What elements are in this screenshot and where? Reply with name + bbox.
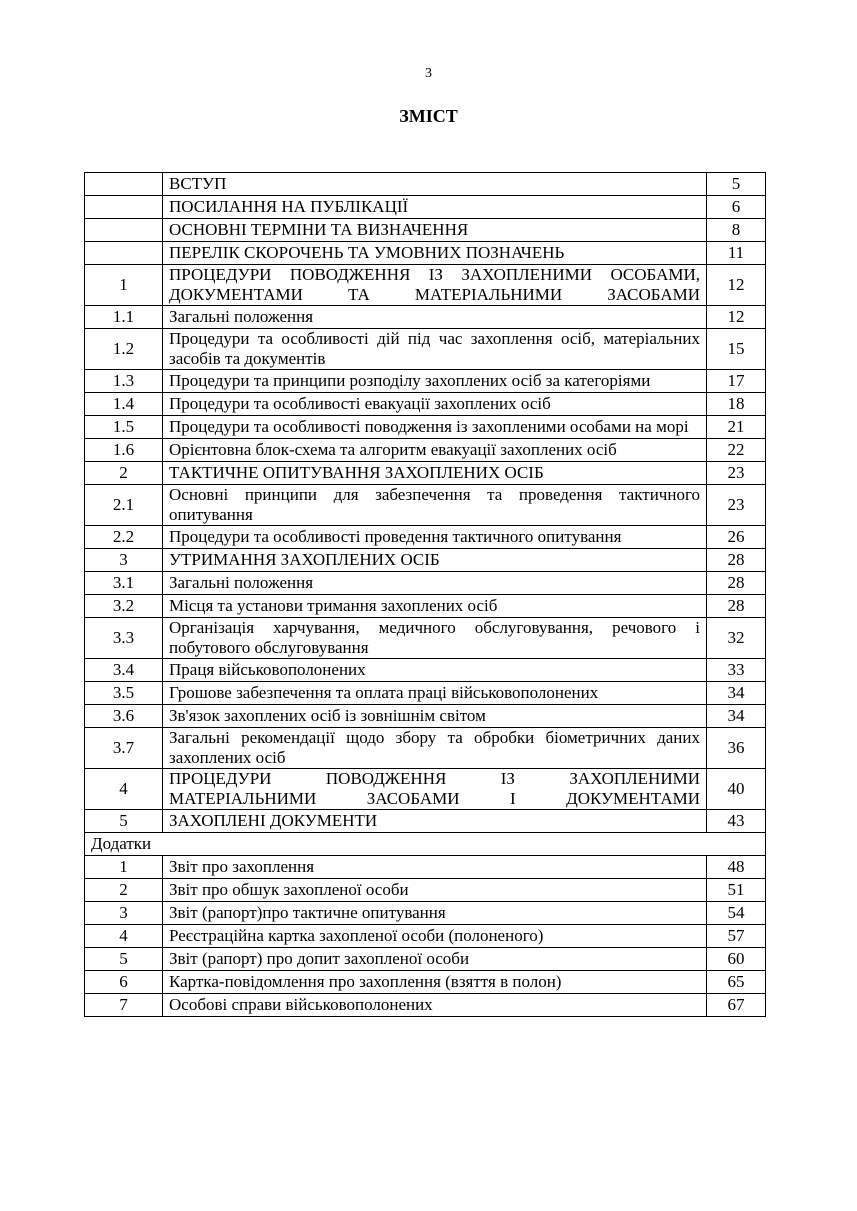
toc-row (85, 329, 766, 370)
toc-row (85, 462, 766, 485)
toc-row (85, 416, 766, 439)
toc-page: 5 (707, 173, 766, 196)
toc-number: 3.2 (85, 595, 163, 618)
toc-row (85, 196, 766, 219)
toc-number: 3 (85, 549, 163, 572)
toc-row (85, 265, 766, 306)
appendix-header-row (85, 833, 766, 856)
toc-page: 8 (707, 219, 766, 242)
toc-row (85, 769, 766, 810)
toc-title: Загальні положення (163, 572, 707, 595)
toc-number: 1.3 (85, 370, 163, 393)
toc-number (85, 173, 163, 196)
toc-title: Орієнтовна блок-схема та алгоритм евакуації захоплених осіб (163, 439, 707, 462)
toc-number (85, 242, 163, 265)
toc-row (85, 810, 766, 833)
toc-number: 2.1 (85, 485, 163, 526)
toc-page: 40 (707, 769, 766, 810)
toc-row (85, 485, 766, 526)
toc-title: УТРИМАННЯ ЗАХОПЛЕНИХ ОСІБ (163, 549, 707, 572)
toc-page: 12 (707, 265, 766, 306)
toc-row (85, 306, 766, 329)
toc-row (85, 526, 766, 549)
toc-title: Основні принципи для забезпечення та проведення тактичного опитування (163, 485, 707, 526)
toc-number: 3.1 (85, 572, 163, 595)
toc-row (85, 971, 766, 994)
toc-row (85, 219, 766, 242)
toc-number: 3.5 (85, 682, 163, 705)
toc-number: 1.6 (85, 439, 163, 462)
toc-number: 1.5 (85, 416, 163, 439)
toc-page: 18 (707, 393, 766, 416)
toc-title: Місця та установи тримання захоплених осіб (163, 595, 707, 618)
appendix-label: Додатки (85, 833, 766, 856)
toc-page: 28 (707, 572, 766, 595)
toc-number: 2 (85, 462, 163, 485)
toc-number: 1 (85, 265, 163, 306)
toc-row (85, 994, 766, 1017)
toc-title: Картка-повідомлення про захоплення (взяття в полон) (163, 971, 707, 994)
toc-title: Звіт про захоплення (163, 856, 707, 879)
toc-row (85, 856, 766, 879)
toc-row (85, 242, 766, 265)
toc-number: 4 (85, 769, 163, 810)
toc-page: 15 (707, 329, 766, 370)
toc-number: 7 (85, 994, 163, 1017)
toc-page: 28 (707, 595, 766, 618)
table-of-contents (84, 172, 766, 1017)
toc-title: Звіт (рапорт)про тактичне опитування (163, 902, 707, 925)
toc-title: Реєстраційна картка захопленої особи (полоненого) (163, 925, 707, 948)
toc-page: 60 (707, 948, 766, 971)
toc-title: Процедури та особливості дій під час захоплення осіб, матеріальних засобів та документів (163, 329, 707, 370)
toc-number: 1.4 (85, 393, 163, 416)
toc-row (85, 728, 766, 769)
toc-number: 3.4 (85, 659, 163, 682)
toc-title: ПЕРЕЛІК СКОРОЧЕНЬ ТА УМОВНИХ ПОЗНАЧЕНЬ (163, 242, 707, 265)
toc-page: 6 (707, 196, 766, 219)
toc-title: Звіт (рапорт) про допит захопленої особи (163, 948, 707, 971)
toc-title: Організація харчування, медичного обслуговування, речового і побутового обслуговування (163, 618, 707, 659)
toc-page: 34 (707, 682, 766, 705)
toc-row (85, 595, 766, 618)
toc-page: 26 (707, 526, 766, 549)
toc-title: ТАКТИЧНЕ ОПИТУВАННЯ ЗАХОПЛЕНИХ ОСІБ (163, 462, 707, 485)
toc-number: 2.2 (85, 526, 163, 549)
toc-title: Особові справи військовополонених (163, 994, 707, 1017)
toc-page: 54 (707, 902, 766, 925)
toc-title: ПРОЦЕДУРИ ПОВОДЖЕННЯ ІЗ ЗАХОПЛЕНИМИ МАТЕРІАЛЬНИМИ ЗАСОБАМИ І ДОКУМЕНТАМИ (163, 769, 707, 810)
toc-title: Процедури та особливості проведення тактичного опитування (163, 526, 707, 549)
toc-title: ПРОЦЕДУРИ ПОВОДЖЕННЯ ІЗ ЗАХОПЛЕНИМИ ОСОБАМИ, ДОКУМЕНТАМИ ТА МАТЕРІАЛЬНИМИ ЗАСОБАМИ (163, 265, 707, 306)
toc-number (85, 219, 163, 242)
toc-page: 57 (707, 925, 766, 948)
toc-page: 36 (707, 728, 766, 769)
toc-title: ОСНОВНІ ТЕРМІНИ ТА ВИЗНАЧЕННЯ (163, 219, 707, 242)
toc-page: 33 (707, 659, 766, 682)
toc-row (85, 902, 766, 925)
toc-page: 23 (707, 485, 766, 526)
toc-row (85, 393, 766, 416)
toc-page: 12 (707, 306, 766, 329)
toc-page: 11 (707, 242, 766, 265)
toc-page: 21 (707, 416, 766, 439)
toc-title: Процедури та принципи розподілу захоплених осіб за категоріями (163, 370, 707, 393)
toc-row (85, 549, 766, 572)
toc-title: ЗАХОПЛЕНІ ДОКУМЕНТИ (163, 810, 707, 833)
toc-body (85, 173, 766, 1017)
toc-page: 17 (707, 370, 766, 393)
page-title: ЗМІСТ (399, 106, 458, 126)
toc-number: 2 (85, 879, 163, 902)
toc-number: 4 (85, 925, 163, 948)
toc-title: Процедури та особливості евакуації захоплених осіб (163, 393, 707, 416)
toc-page: 48 (707, 856, 766, 879)
toc-number: 5 (85, 948, 163, 971)
toc-page: 28 (707, 549, 766, 572)
toc-page: 67 (707, 994, 766, 1017)
toc-row (85, 948, 766, 971)
toc-title: Звіт про обшук захопленої особи (163, 879, 707, 902)
toc-number: 1.1 (85, 306, 163, 329)
toc-number: 3 (85, 902, 163, 925)
toc-number: 1 (85, 856, 163, 879)
toc-title: Зв'язок захоплених осіб із зовнішнім світом (163, 705, 707, 728)
toc-row (85, 682, 766, 705)
toc-title: ПОСИЛАННЯ НА ПУБЛІКАЦІЇ (163, 196, 707, 219)
toc-number: 5 (85, 810, 163, 833)
toc-title: Загальні положення (163, 306, 707, 329)
toc-number: 3.7 (85, 728, 163, 769)
toc-row (85, 572, 766, 595)
page-number: 3 (425, 66, 432, 81)
toc-row (85, 618, 766, 659)
toc-title: Загальні рекомендації щодо збору та обробки біометричних даних захоплених осіб (163, 728, 707, 769)
toc-page: 65 (707, 971, 766, 994)
toc-page: 32 (707, 618, 766, 659)
toc-row (85, 925, 766, 948)
toc-title: ВСТУП (163, 173, 707, 196)
toc-title: Праця військовополонених (163, 659, 707, 682)
toc-row (85, 370, 766, 393)
toc-title: Грошове забезпечення та оплата праці військовополонених (163, 682, 707, 705)
toc-row (85, 705, 766, 728)
toc-row (85, 439, 766, 462)
toc-number (85, 196, 163, 219)
toc-row (85, 173, 766, 196)
toc-number: 6 (85, 971, 163, 994)
toc-number: 3.3 (85, 618, 163, 659)
toc-page: 34 (707, 705, 766, 728)
toc-page: 51 (707, 879, 766, 902)
toc-page: 22 (707, 439, 766, 462)
toc-page: 43 (707, 810, 766, 833)
toc-number: 3.6 (85, 705, 163, 728)
toc-title: Процедури та особливості поводження із захопленими особами на морі (163, 416, 707, 439)
toc-page: 23 (707, 462, 766, 485)
toc-row (85, 659, 766, 682)
toc-number: 1.2 (85, 329, 163, 370)
toc-row (85, 879, 766, 902)
